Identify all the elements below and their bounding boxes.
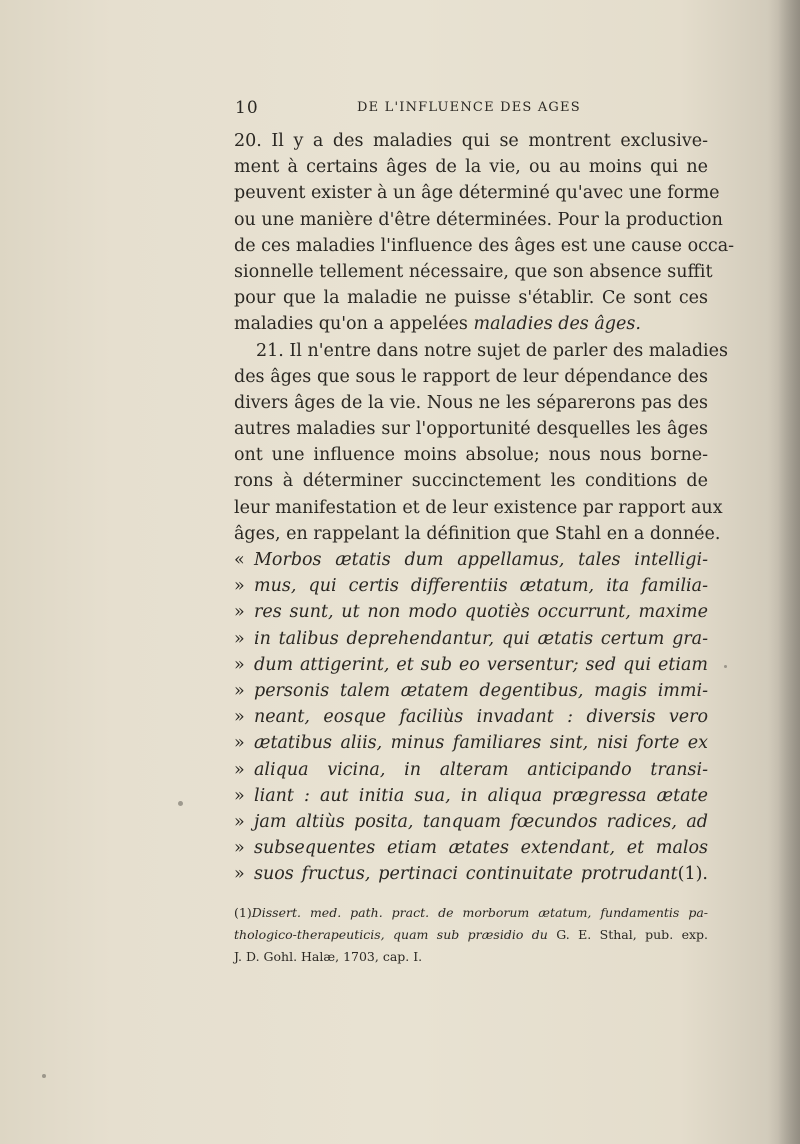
quote-mark: »	[234, 680, 245, 701]
paper-speck	[42, 1074, 46, 1078]
quote-line	[234, 573, 708, 599]
quote-line	[234, 835, 708, 861]
quote-mark: »	[234, 759, 245, 780]
quote-text: subsequentes etiam ætates extendant, et malos	[254, 838, 708, 859]
quote-line	[234, 626, 708, 652]
quote-mark: »	[234, 576, 245, 597]
text-line: 21. Il n'entre dans notre sujet de parler des maladies	[256, 340, 728, 361]
paper-speck	[178, 801, 183, 806]
text-line: des âges que sous le rapport de leur dépendance des	[234, 366, 708, 387]
text-line: divers âges de la vie. Nous ne les séparerons pas des	[234, 392, 708, 413]
text-line: peuvent exister à un âge déterminé qu'avec une forme	[234, 183, 720, 204]
quote-text: ætatibus aliis, minus familiares sint, nisi forte ex	[254, 733, 708, 754]
running-head	[235, 96, 655, 122]
quote-text: personis talem ætatem degentibus, magis immi-	[254, 680, 708, 701]
text-line: ont une influence moins absolue; nous nous borne-	[234, 445, 708, 466]
quote-text: liant : aut initia sua, in aliqua prægressa ætate	[254, 785, 708, 806]
quote-mark: »	[234, 654, 245, 675]
quote-text: jam altiùs posita, tanquam fœcundos radices, ad	[254, 811, 708, 832]
quote-line	[234, 861, 708, 887]
quote-text: res sunt, ut non modo quotiès occurrunt, maxime	[254, 602, 708, 623]
footnote-citation: Dissert. med. path. pract. de morborum ætatum, fundamentis pa-	[251, 905, 708, 920]
quote-line	[234, 704, 708, 730]
quote-text: Morbos ætatis dum appellamus, tales intelligi-	[254, 550, 708, 570]
text-line: sionnelle tellement nécessaire, que son absence suffit	[234, 261, 713, 282]
page-number: 10	[235, 98, 259, 118]
text-line: pour que la maladie ne puisse s'établir. Ce sont ces	[234, 288, 708, 309]
quote-text: aliqua vicina, in alteram anticipando transi-	[254, 759, 708, 780]
quote-line	[234, 730, 708, 756]
page-edge-shadow	[778, 0, 800, 1144]
footnote-line: J. D. Gohl. Halæ, 1703, cap. I.	[234, 949, 423, 964]
quote-line	[234, 678, 708, 704]
text-line: de ces maladies l'influence des âges est une cause occa-	[234, 235, 735, 256]
text-line: 20. Il y a des maladies qui se montrent exclusive-	[234, 131, 708, 151]
text-line-part: maladies qu'on a appelées	[234, 314, 468, 335]
footnote-author: G. E. Sthal, pub. exp.	[556, 927, 708, 942]
quote-mark: »	[234, 838, 245, 859]
quote-mark: »	[234, 628, 245, 649]
footnote-reference: (1).	[677, 864, 708, 885]
quote-line	[234, 547, 708, 573]
text-line: rons à déterminer succinctement les conditions de	[234, 471, 708, 492]
footnote-marker: (1)	[234, 905, 252, 920]
quote-line	[234, 783, 708, 809]
italic-term: maladies des âges.	[473, 314, 641, 335]
quote-text: neant, eosque faciliùs invadant : diversis vero	[254, 707, 708, 728]
quote-mark: »	[234, 811, 245, 832]
quote-mark: »	[234, 707, 245, 728]
quote-text: suos fructus, pertinaci continuitate protrudant	[254, 864, 678, 885]
quote-mark: »	[234, 733, 245, 754]
quote-text: mus, qui certis differentiis ætatum, ita familia-	[254, 576, 708, 597]
main-text	[234, 128, 735, 887]
footnote-line	[234, 902, 708, 924]
quote-line	[234, 652, 708, 678]
quote-text: dum attigerint, et sub eo versentur; sed qui etiam	[254, 654, 708, 675]
text-line: ment à certains âges de la vie, ou au moins qui ne	[234, 157, 708, 178]
paper-speck	[724, 665, 727, 668]
quote-mark: »	[234, 864, 245, 885]
footnote-line	[234, 924, 708, 946]
text-line: ou une manière d'être déterminées. Pour la production	[234, 209, 723, 230]
quote-line	[234, 599, 708, 625]
text-line: âges, en rappelant la définition que Stahl en a donnée.	[234, 523, 721, 544]
footnote-citation: thologico-therapeuticis, quam sub præsidio du	[234, 927, 548, 942]
quote-mark: «	[234, 550, 245, 570]
running-title: DE L'INFLUENCE DES AGES	[357, 100, 581, 115]
quote-line	[234, 809, 708, 835]
quote-mark: »	[234, 602, 245, 623]
quote-text: in talibus deprehendantur, qui ætatis certum gra-	[254, 628, 708, 649]
footnote	[234, 902, 708, 968]
quote-line	[234, 757, 708, 783]
quote-mark: »	[234, 785, 245, 806]
text-line	[234, 311, 708, 337]
text-line: leur manifestation et de leur existence par rapport aux	[234, 497, 723, 518]
text-line: autres maladies sur l'opportunité desquelles les âges	[234, 419, 708, 440]
